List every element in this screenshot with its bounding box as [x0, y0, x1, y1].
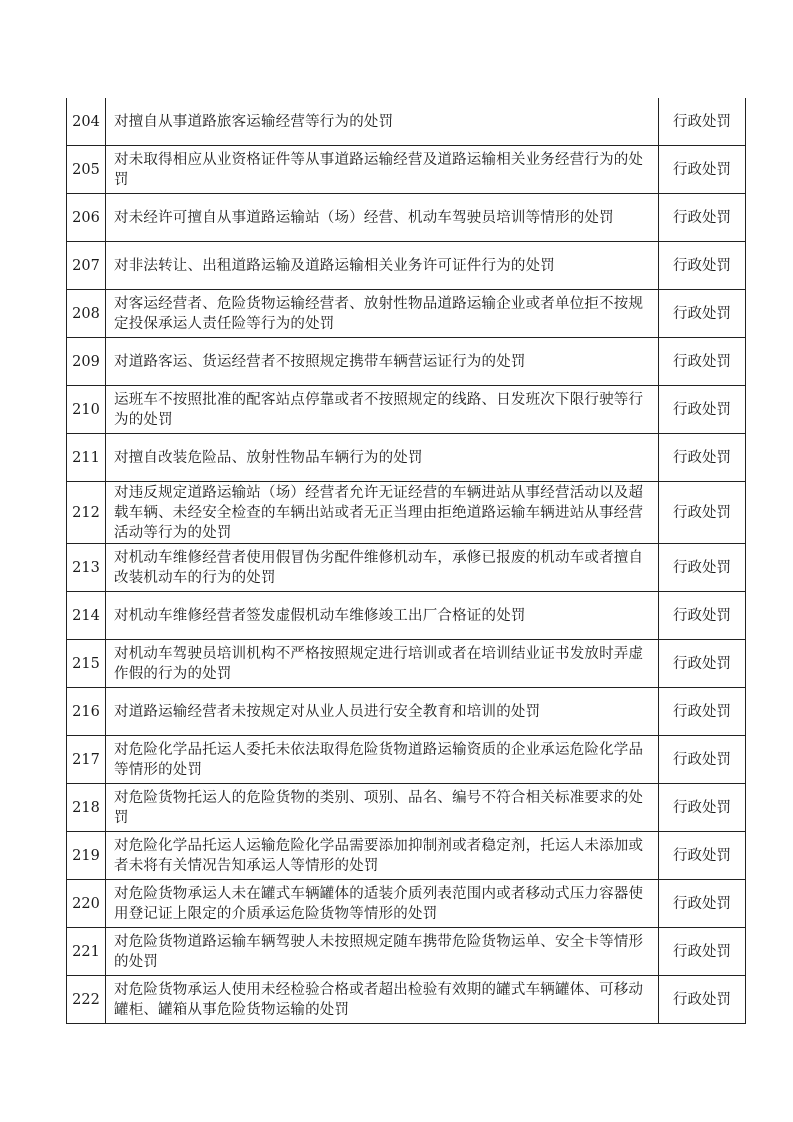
row-type: 行政处罚 — [659, 976, 746, 1024]
row-type: 行政处罚 — [659, 338, 746, 386]
row-type: 行政处罚 — [659, 194, 746, 242]
row-type: 行政处罚 — [659, 688, 746, 736]
row-type: 行政处罚 — [659, 482, 746, 544]
row-type: 行政处罚 — [659, 640, 746, 688]
row-description: 对擅自从事道路旅客运输经营等行为的处罚 — [106, 98, 659, 146]
table-row — [67, 146, 746, 194]
row-number: 209 — [67, 338, 106, 386]
row-description: 对危险货物承运人未在罐式车辆罐体的适装介质列表范围内或者移动式压力容器使用登记证上限定的介质承运危险货物等情形的处罚 — [106, 880, 659, 928]
row-number: 207 — [67, 242, 106, 290]
row-type: 行政处罚 — [659, 242, 746, 290]
penalty-table — [66, 98, 746, 1024]
row-description: 对危险货物托运人的危险货物的类别、项别、品名、编号不符合相关标准要求的处罚 — [106, 784, 659, 832]
row-description: 运班车不按照批准的配客站点停靠或者不按照规定的线路、日发班次下限行驶等行为的处罚 — [106, 386, 659, 434]
row-description: 对危险化学品托运人委托未依法取得危险货物道路运输资质的企业承运危险化学品等情形的处罚 — [106, 736, 659, 784]
row-type: 行政处罚 — [659, 386, 746, 434]
row-number: 214 — [67, 592, 106, 640]
table-row — [67, 338, 746, 386]
row-type: 行政处罚 — [659, 832, 746, 880]
row-type: 行政处罚 — [659, 784, 746, 832]
row-number: 205 — [67, 146, 106, 194]
row-description: 对道路运输经营者未按规定对从业人员进行安全教育和培训的处罚 — [106, 688, 659, 736]
row-description: 对危险货物承运人使用未经检验合格或者超出检验有效期的罐式车辆罐体、可移动罐柜、罐箱从事危险货物运输的处罚 — [106, 976, 659, 1024]
row-description: 对未取得相应从业资格证件等从事道路运输经营及道路运输相关业务经营行为的处罚 — [106, 146, 659, 194]
table-row — [67, 194, 746, 242]
row-description: 对机动车驾驶员培训机构不严格按照规定进行培训或者在培训结业证书发放时弄虚作假的行为的处罚 — [106, 640, 659, 688]
row-type: 行政处罚 — [659, 544, 746, 592]
table-row — [67, 98, 746, 146]
row-number: 204 — [67, 98, 106, 146]
row-description: 对危险货物道路运输车辆驾驶人未按照规定随车携带危险货物运单、安全卡等情形的处罚 — [106, 928, 659, 976]
table-row — [67, 386, 746, 434]
table-row — [67, 832, 746, 880]
row-description: 对道路客运、货运经营者不按照规定携带车辆营运证行为的处罚 — [106, 338, 659, 386]
row-number: 219 — [67, 832, 106, 880]
row-type: 行政处罚 — [659, 98, 746, 146]
row-number: 206 — [67, 194, 106, 242]
row-description: 对非法转让、出租道路运输及道路运输相关业务许可证件行为的处罚 — [106, 242, 659, 290]
row-type: 行政处罚 — [659, 928, 746, 976]
row-number: 212 — [67, 482, 106, 544]
row-number: 211 — [67, 434, 106, 482]
table-row — [67, 482, 746, 544]
row-type: 行政处罚 — [659, 592, 746, 640]
table-row — [67, 880, 746, 928]
table-row — [67, 434, 746, 482]
table-row — [67, 688, 746, 736]
row-number: 208 — [67, 290, 106, 338]
row-type: 行政处罚 — [659, 146, 746, 194]
row-description: 对危险化学品托运人运输危险化学品需要添加抑制剂或者稳定剂，托运人未添加或者未将有关情况告知承运人等情形的处罚 — [106, 832, 659, 880]
table-row — [67, 976, 746, 1024]
table-row — [67, 544, 746, 592]
row-type: 行政处罚 — [659, 290, 746, 338]
table-row — [67, 290, 746, 338]
row-number: 220 — [67, 880, 106, 928]
row-number: 210 — [67, 386, 106, 434]
row-description: 对机动车维修经营者签发虚假机动车维修竣工出厂合格证的处罚 — [106, 592, 659, 640]
row-description: 对违反规定道路运输站（场）经营者允许无证经营的车辆进站从事经营活动以及超载车辆、未经安全检查的车辆出站或者无正当理由拒绝道路运输车辆进站从事经营活动等行为的处罚 — [106, 482, 659, 544]
table-row — [67, 242, 746, 290]
row-description: 对机动车维修经营者使用假冒伪劣配件维修机动车，承修已报废的机动车或者擅自改装机动车的行为的处罚 — [106, 544, 659, 592]
table-row — [67, 736, 746, 784]
table-row — [67, 784, 746, 832]
row-number: 218 — [67, 784, 106, 832]
row-description: 对擅自改装危险品、放射性物品车辆行为的处罚 — [106, 434, 659, 482]
row-number: 217 — [67, 736, 106, 784]
row-number: 213 — [67, 544, 106, 592]
row-number: 221 — [67, 928, 106, 976]
row-description: 对未经许可擅自从事道路运输站（场）经营、机动车驾驶员培训等情形的处罚 — [106, 194, 659, 242]
row-number: 215 — [67, 640, 106, 688]
row-number: 222 — [67, 976, 106, 1024]
row-number: 216 — [67, 688, 106, 736]
row-description: 对客运经营者、危险货物运输经营者、放射性物品道路运输企业或者单位拒不按规定投保承运人责任险等行为的处罚 — [106, 290, 659, 338]
table-row — [67, 592, 746, 640]
row-type: 行政处罚 — [659, 434, 746, 482]
table-row — [67, 640, 746, 688]
row-type: 行政处罚 — [659, 880, 746, 928]
row-type: 行政处罚 — [659, 736, 746, 784]
table-row — [67, 928, 746, 976]
